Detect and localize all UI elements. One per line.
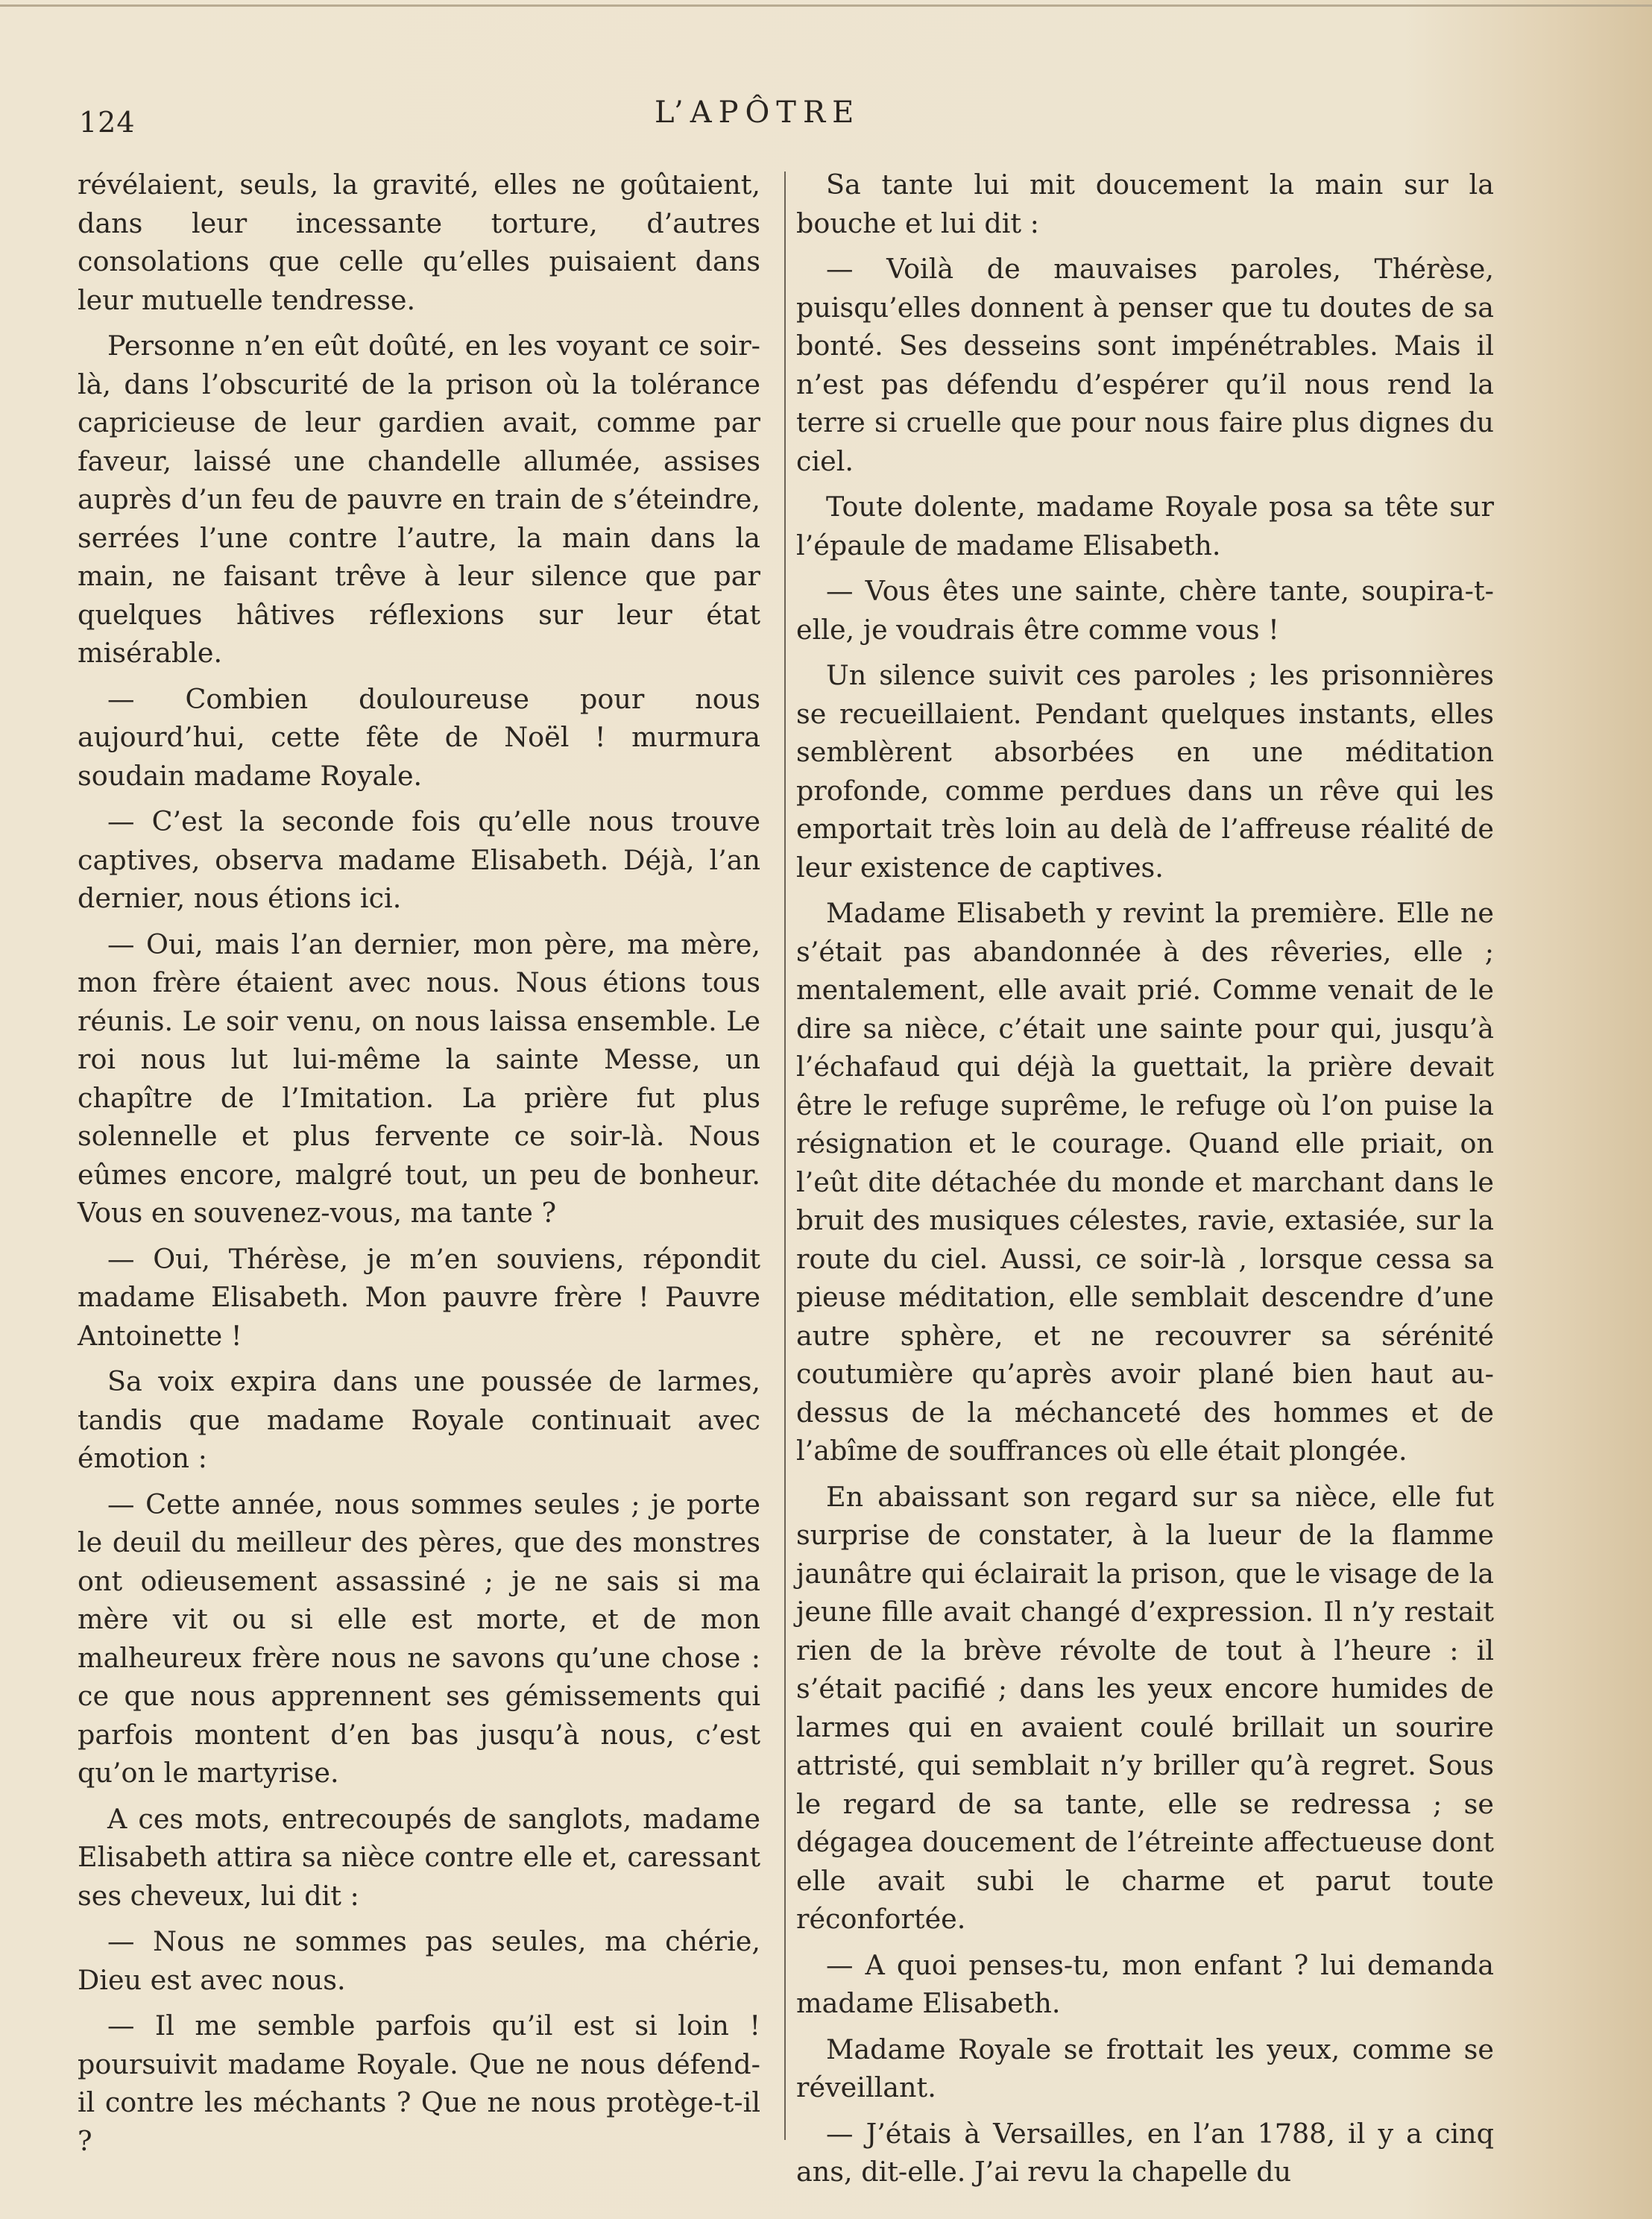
paragraph: Sa voix expira dans une poussée de larmes, tandis que madame Royale continuait avec émotion : bbox=[78, 1365, 760, 1474]
paragraph: Toute dolente, madame Royale posa sa tête sur l’épaule de madame Elisabeth. bbox=[796, 491, 1494, 561]
top-edge-line bbox=[0, 4, 1652, 7]
dialogue-paragraph: — J’étais à Versailles, en l’an 1788, il y a cinq ans, dit-elle. J’ai revu la chapelle du bbox=[796, 2117, 1494, 2188]
dialogue-paragraph: — Combien douloureuse pour nous aujourd’hui, cette fête de Noël ! murmura soudain madame Royale. bbox=[78, 682, 760, 792]
dialogue-paragraph: — Vous êtes une sainte, chère tante, soupira-t-elle, je voudrais être comme vous ! bbox=[796, 575, 1494, 646]
paragraph: révélaient, seuls, la gravité, elles ne goûtaient, dans leur incessante torture, d’autres consolations que celle qu’elles puisaient dans leur mutuelle tendresse. bbox=[78, 169, 760, 316]
dialogue-paragraph: — Voilà de mauvaises paroles, Thérèse, puisqu’elles donnent à penser que tu doutes de sa bonté. Ses desseins sont impénétrables. Mais il n’est pas défendu d’espérer qu’il nous rend la terre si cruelle que pour nous faire plus dignes du ciel. bbox=[796, 253, 1494, 477]
paragraph: A ces mots, entrecoupés de sanglots, madame Elisabeth attira sa nièce contre elle et, caressant ses cheveux, lui dit : bbox=[78, 1802, 760, 1912]
paragraph: Madame Elisabeth y revint la première. Elle ne s’était pas abandonnée à des rêveries, elle ; mentalement, elle avait prié. Comme venait de le dire sa nièce, c’était une sainte pour qui, jusqu’à l’échafaud qui déjà la guettait, la prière devait être le refuge suprême, le refuge où l’on puise la résignation et le courage. Quand elle priait, on l’eût dite détachée du monde et marchant dans le bruit des musiques célestes, ravie, extasiée, sur la route du ciel. Aussi, ce soir-là , lorsque cessa sa pieuse méditation, elle semblait descendre d’une autre sphère, et ne recouvrer sa sérénité coutumière qu’après avoir plané bien haut au-dessus de la méchanceté des hommes et de l’abîme de souffrances où elle était plongée. bbox=[796, 897, 1494, 1467]
paragraph: Sa tante lui mit doucement la main sur la bouche et lui dit : bbox=[796, 169, 1494, 239]
paragraph: Un silence suivit ces paroles ; les prisonnières se recueillaient. Pendant quelques instants, elles semblèrent absorbées en une méditation profonde, comme perdues dans un rêve qui les emportait très loin au delà de l’affreuse réalité de leur existence de captives. bbox=[796, 659, 1494, 884]
dialogue-paragraph: — C’est la seconde fois qu’elle nous trouve captives, observa madame Elisabeth. Déjà, l’an dernier, nous étions ici. bbox=[78, 805, 760, 914]
paragraph: Madame Royale se frottait les yeux, comme se réveillant. bbox=[796, 2033, 1494, 2103]
paragraph: En abaissant son regard sur sa nièce, elle fut surprise de constater, à la lueur de la flamme jaunâtre qui éclairait la prison, que le visage de la jeune fille avait changé d’expression. Il n’y restait rien de la brève révolte de tout à l’heure : il s’était pacifié ; dans les yeux encore humides de larmes qui en avaient coulé brillait un sourire attristé, qui semblait n’y briller qu’à regret. Sous le regard de sa tante, elle se redressa ; se dégagea doucement de l’étreinte affectueuse dont elle avait subi le charme et parut toute réconfortée. bbox=[796, 1480, 1494, 1935]
left-column bbox=[78, 166, 760, 2168]
dialogue-paragraph: — A quoi penses-tu, mon enfant ? lui demanda madame Elisabeth. bbox=[796, 1948, 1494, 2019]
page-number: 124 bbox=[79, 106, 136, 139]
column-divider bbox=[784, 171, 786, 2140]
right-column bbox=[796, 166, 1494, 2199]
paragraph: Personne n’en eût doûté, en les voyant ce soir-là, dans l’obscurité de la prison où la tolérance capricieuse de leur gardien avait, comme par faveur, laissé une chandelle allumée, assises auprès d’un feu de pauvre en train de s’éteindre, serrées l’une contre l’autre, la main dans la main, ne faisant trêve à leur silence que par quelques hâtives réflexions sur leur état misérable. bbox=[78, 330, 760, 669]
dialogue-paragraph: — Cette année, nous sommes seules ; je porte le deuil du meilleur des pères, que des monstres ont odieusement assassiné ; je ne sais si ma mère vit ou si elle est morte, et de mon malheureux frère nous ne savons qu’une chose : ce que nous apprennent ses gémissements qui parfois montent d’en bas jusqu’à nous, c’est qu’on le martyrise. bbox=[78, 1488, 760, 1789]
dialogue-paragraph: — Il me semble parfois qu’il est si loin ! poursuivit madame Royale. Que ne nous défend-il contre les méchants ? Que ne nous protège-t-il ? bbox=[78, 2009, 760, 2157]
dialogue-paragraph: — Oui, mais l’an dernier, mon père, ma mère, mon frère étaient avec nous. Nous étions tous réunis. Le soir venu, on nous laissa ensemble. Le roi nous lut lui-même la sainte Messe, un chapître de l’Imitation. La prière fut plus solennelle et plus fervente ce soir-là. Nous eûmes encore, malgré tout, un peu de bonheur. Vous en souvenez-vous, ma tante ? bbox=[78, 928, 760, 1229]
dialogue-paragraph: — Nous ne sommes pas seules, ma chérie, Dieu est avec nous. bbox=[78, 1925, 760, 1996]
running-title: L’APÔTRE bbox=[655, 95, 861, 130]
dialogue-paragraph: — Oui, Thérèse, je m’en souviens, répondit madame Elisabeth. Mon pauvre frère ! Pauvre Antoinette ! bbox=[78, 1242, 760, 1352]
